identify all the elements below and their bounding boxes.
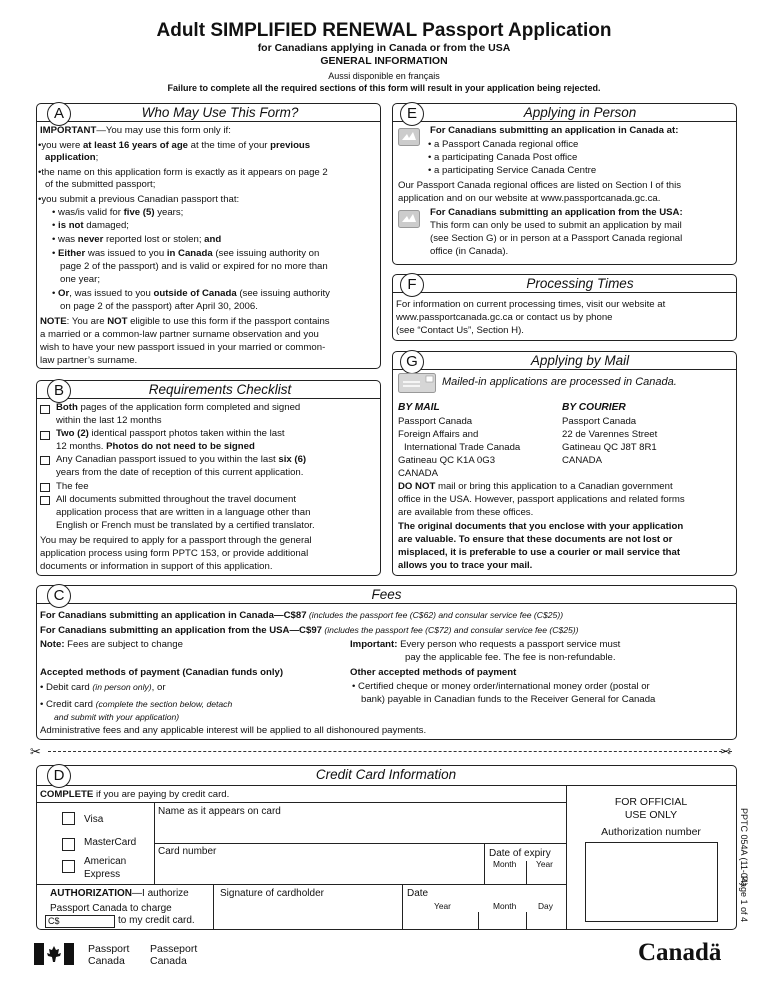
- section-b-divider: [36, 398, 381, 399]
- payment-cheque: • Certified cheque or money order/international money order (postal or: [352, 681, 650, 692]
- person-icon: [398, 128, 420, 146]
- name-on-card-field[interactable]: [156, 820, 564, 842]
- original-docs-note-3: misplaced, it is preferable to use a courier or mail service that: [398, 547, 681, 558]
- section-b-note-2: application process using form PPTC 153, or provide additional: [40, 548, 309, 559]
- in-canada-heading: For Canadians submitting an application in Canada at:: [430, 125, 679, 136]
- from-usa-heading: For Canadians submitting an application from the USA:: [430, 207, 683, 218]
- card-number-label: Card number: [158, 846, 217, 857]
- section-e-divider: [392, 121, 737, 122]
- sub-criterion-lost: • was never reported lost or stolen; and: [52, 234, 222, 245]
- authorization-label-end: to my credit card.: [118, 915, 195, 926]
- section-b-letter: B: [47, 379, 71, 403]
- expiry-date-label: Date of expiry: [489, 848, 551, 859]
- section-e-letter: E: [400, 102, 424, 126]
- rejection-warning: Failure to complete all the required sections of this form will result in your application being rejected.: [167, 83, 601, 93]
- date-month-label: Month: [493, 901, 517, 911]
- section-a-note-4: law partner’s surname.: [40, 355, 138, 366]
- cc-grid-line: [37, 884, 566, 885]
- footer-canada-en: Canada: [88, 955, 125, 967]
- checklist-checkbox-translation[interactable]: [40, 496, 50, 505]
- scissors-icon-right: ✂: [720, 744, 731, 759]
- section-b-note-3: documents or information in support of this application.: [40, 561, 273, 572]
- section-a-note: NOTE: You are NOT eligible to use this form if the passport contains: [40, 316, 330, 327]
- authorization-label-cont: Passport Canada to charge: [50, 903, 172, 914]
- courier-address-line-3: Gatineau QC J8T 8R1: [562, 442, 657, 453]
- original-docs-note-2: are valuable. To ensure that these documents are not lost or: [398, 534, 673, 545]
- page-number: Page 1 of 4: [739, 876, 749, 923]
- administrative-fees-note: Administrative fees and any applicable interest will be applied to all dishonoured payments.: [40, 725, 427, 736]
- footer-canada-fr: Canada: [150, 955, 187, 967]
- sub-criterion-canada-cont: page 2 of the passport) and is valid or expired for no more than: [60, 261, 328, 272]
- sub-criterion-canada-cont2: one year;: [60, 274, 101, 285]
- checklist-item-passport-cont: years from the date of reception of this current application.: [56, 467, 304, 478]
- sub-criterion-outside: • Or, was issued to you outside of Canada (see issuing authority: [52, 288, 330, 299]
- section-f-divider: [392, 292, 737, 293]
- original-docs-note-1: The original documents that you enclose with your application: [398, 521, 684, 532]
- canada-flag-icon: [34, 943, 74, 965]
- mail-address-line-5: CANADA: [398, 468, 438, 479]
- mail-address-line-3: International Trade Canada: [404, 442, 521, 453]
- do-not-mail-warning-cont2: are available from these offices.: [398, 507, 534, 518]
- criterion-age: •you were at least 16 years of age at the time of your previous: [38, 140, 311, 151]
- section-a-important: IMPORTANT—You may use this form only if:: [40, 125, 231, 136]
- canada-wordmark: Canadä: [638, 939, 722, 966]
- processing-times-text-1: For information on current processing times, visit our website at: [396, 299, 666, 310]
- mastercard-checkbox[interactable]: [62, 838, 75, 851]
- section-g-letter: G: [400, 350, 424, 374]
- cc-grid-line: [37, 802, 567, 803]
- sub-criterion-outside-cont: on page 2 of the passport) after April 30, 2006.: [60, 301, 258, 312]
- from-usa-text-2: (see Section G) or in person at a Passport Canada regional: [430, 233, 683, 244]
- by-mail-heading: BY MAIL: [398, 402, 440, 413]
- mail-address-line-4: Gatineau QC K1A 0G3: [398, 455, 496, 466]
- section-a-title: Who May Use This Form?: [141, 105, 299, 120]
- checklist-item-form: Both pages of the application form completed and signed: [56, 402, 301, 413]
- checklist-item-photos-cont: 12 months. Photos do not need to be signed: [56, 441, 255, 452]
- checklist-item-fee: The fee: [56, 481, 89, 492]
- section-f-letter: F: [400, 273, 424, 297]
- checklist-item-form-cont: within the last 12 months: [56, 415, 162, 426]
- checklist-checkbox-fee[interactable]: [40, 483, 50, 492]
- amex-checkbox[interactable]: [62, 860, 75, 873]
- official-use-heading: FOR OFFICIAL: [614, 796, 688, 808]
- signature-field[interactable]: [216, 900, 400, 928]
- payment-cheque-cont: bank) payable in Canadian funds to the Receiver General for Canada: [361, 694, 656, 705]
- visa-checkbox[interactable]: [62, 812, 75, 825]
- currency-label: C$: [48, 916, 60, 926]
- regional-offices-note: Our Passport Canada regional offices are listed on Section I of this: [398, 180, 681, 191]
- criterion-age-cont: application;: [45, 152, 99, 163]
- office-option-canada-post: • a participating Canada Post office: [428, 152, 578, 163]
- checklist-item-photos: Two (2) identical passport photos taken within the last: [56, 428, 285, 439]
- section-b-note-1: You may be required to apply for a passport through the general: [40, 535, 312, 546]
- other-payment-heading: Other accepted methods of payment: [350, 667, 517, 678]
- footer-passport-fr: Passeport: [150, 943, 198, 955]
- cc-grid-line: [154, 843, 566, 844]
- section-f-title: Processing Times: [526, 276, 634, 291]
- mail-address-line-1: Passport Canada: [398, 416, 473, 427]
- courier-address-line-4: CANADA: [562, 455, 602, 466]
- section-d-divider: [36, 785, 737, 786]
- date-day-label: Day: [538, 901, 553, 911]
- authorization-number-label: Authorization number: [601, 826, 701, 838]
- authorization-label: AUTHORIZATION—I authorize: [50, 888, 189, 899]
- fee-usa: For Canadians submitting an application from the USA—C$97 (includes the passport fee (C$72) and consular service fee (C$25)): [40, 625, 579, 636]
- scissors-icon: ✂: [30, 744, 41, 759]
- checklist-checkbox-photos[interactable]: [40, 431, 50, 440]
- checklist-checkbox-passport[interactable]: [40, 456, 50, 465]
- cut-line: [48, 751, 732, 752]
- cc-grid-line: [484, 843, 485, 884]
- section-c-divider: [36, 603, 737, 604]
- section-d-letter: D: [47, 764, 71, 788]
- from-usa-text-3: office (in Canada).: [430, 246, 509, 257]
- section-g-divider: [392, 369, 737, 370]
- cc-grid-line: [213, 884, 214, 930]
- from-usa-text-1: This form can only be used to submit an application by mail: [430, 220, 682, 231]
- credit-card-instruction: COMPLETE if you are paying by credit card.: [40, 789, 230, 800]
- date-year-label: Year: [434, 901, 451, 911]
- date-separator: [526, 912, 527, 929]
- do-not-mail-warning: DO NOT mail or bring this application to a Canadian government: [398, 481, 673, 492]
- payment-credit-card-cont: and submit with your application): [54, 712, 180, 722]
- footer-passport-en: Passport: [88, 943, 130, 955]
- visa-label: Visa: [84, 814, 104, 825]
- date-label: Date: [407, 888, 429, 899]
- card-number-field[interactable]: [156, 860, 482, 882]
- expiry-separator: [526, 861, 527, 884]
- office-option-regional: • a Passport Canada regional office: [428, 139, 579, 150]
- fees-change-note: Note: Fees are subject to change: [40, 639, 183, 650]
- expiry-year-label: Year: [536, 859, 553, 869]
- section-c-letter: C: [47, 584, 71, 608]
- regional-offices-note-cont: application and on our website at www.passportcanada.gc.ca.: [398, 193, 661, 204]
- section-b-title: Requirements Checklist: [148, 382, 292, 397]
- office-option-service-canada: • a participating Service Canada Centre: [428, 165, 597, 176]
- signature-label: Signature of cardholder: [220, 888, 324, 899]
- criterion-name: •the name on this application form is exactly as it appears on page 2: [38, 167, 328, 178]
- sub-criterion-validity: • was/is valid for five (5) years;: [52, 207, 184, 218]
- checklist-item-translation-cont: application process that are written in a language other than: [56, 507, 311, 518]
- general-information-heading: GENERAL INFORMATION: [320, 55, 448, 67]
- expiry-month-label: Month: [493, 859, 517, 869]
- criterion-name-cont: of the submitted passport;: [45, 179, 156, 190]
- payment-debit-card: • Debit card (in person only), or: [40, 682, 166, 693]
- section-a-divider: [36, 121, 381, 122]
- mastercard-label: MasterCard: [84, 837, 137, 848]
- section-e-title: Applying in Person: [523, 105, 637, 120]
- fee-canada: For Canadians submitting an application in Canada—C$87 (includes the passport fee (C$62) and consular service fee (C$25)): [40, 610, 564, 621]
- payment-credit-card: • Credit card (complete the section below, detach: [40, 699, 233, 710]
- mail-address-line-2: Foreign Affairs and: [398, 429, 479, 440]
- sub-criterion-canada: • Either was issued to you in Canada (see issuing authority on: [52, 248, 320, 259]
- by-courier-heading: BY COURIER: [562, 402, 626, 413]
- section-a-note-2: a married or a common-law partner surname observation and you: [40, 329, 319, 340]
- checklist-item-passport: Any Canadian passport issued to you within the last six (6): [56, 454, 307, 465]
- page-title: Adult SIMPLIFIED RENEWAL Passport Application: [156, 20, 612, 41]
- accepted-payment-heading: Accepted methods of payment (Canadian funds only): [40, 667, 284, 678]
- section-a-note-3: wish to have your new passport issued in your married or common-: [40, 342, 326, 353]
- section-d-title: Credit Card Information: [315, 767, 457, 782]
- mail-processing-note: Mailed-in applications are processed in Canada.: [442, 376, 677, 388]
- checklist-item-translation: All documents submitted throughout the travel document: [56, 494, 296, 505]
- date-separator: [478, 912, 479, 929]
- amex-label: American: [84, 856, 127, 867]
- cc-grid-line: [402, 884, 403, 930]
- section-g-title: Applying by Mail: [530, 353, 630, 368]
- processing-times-text-3: (see “Contact Us”, Section H).: [396, 325, 524, 336]
- checklist-item-translation-cont2: English or French must be translated by a certified translator.: [56, 520, 315, 531]
- do-not-mail-warning-cont: office in the USA. However, passport applications and related forms: [398, 494, 685, 505]
- person-icon-usa: [398, 210, 420, 228]
- section-a-letter: A: [47, 102, 71, 126]
- original-docs-note-4: allows you to trace your mail.: [398, 560, 533, 571]
- amex-label-cont: Express: [84, 869, 121, 880]
- envelope-icon: [398, 373, 436, 393]
- checklist-checkbox-form[interactable]: [40, 405, 50, 414]
- fees-important-note: Important: Every person who requests a passport service must: [350, 639, 621, 650]
- sub-criterion-damage: • is not damaged;: [52, 220, 129, 231]
- courier-address-line-1: Passport Canada: [562, 416, 637, 427]
- name-on-card-label: Name as it appears on card: [158, 806, 281, 817]
- fees-important-note-cont: pay the applicable fee. The fee is non-refundable.: [405, 652, 616, 663]
- processing-times-text-2: www.passportcanada.gc.ca or contact us by phone: [396, 312, 613, 323]
- page-subtitle: for Canadians applying in Canada or from the USA: [257, 42, 511, 54]
- section-c-title: Fees: [371, 587, 402, 602]
- french-availability-note: Aussi disponible en français: [328, 71, 440, 81]
- courier-address-line-2: 22 de Varennes Street: [562, 429, 658, 440]
- criterion-previous-passport: •you submit a previous Canadian passport that:: [38, 194, 240, 205]
- official-use-heading-cont: USE ONLY: [624, 809, 678, 821]
- authorization-number-field[interactable]: [585, 842, 718, 922]
- form-code: PPTC 054A (11-04): [739, 808, 749, 886]
